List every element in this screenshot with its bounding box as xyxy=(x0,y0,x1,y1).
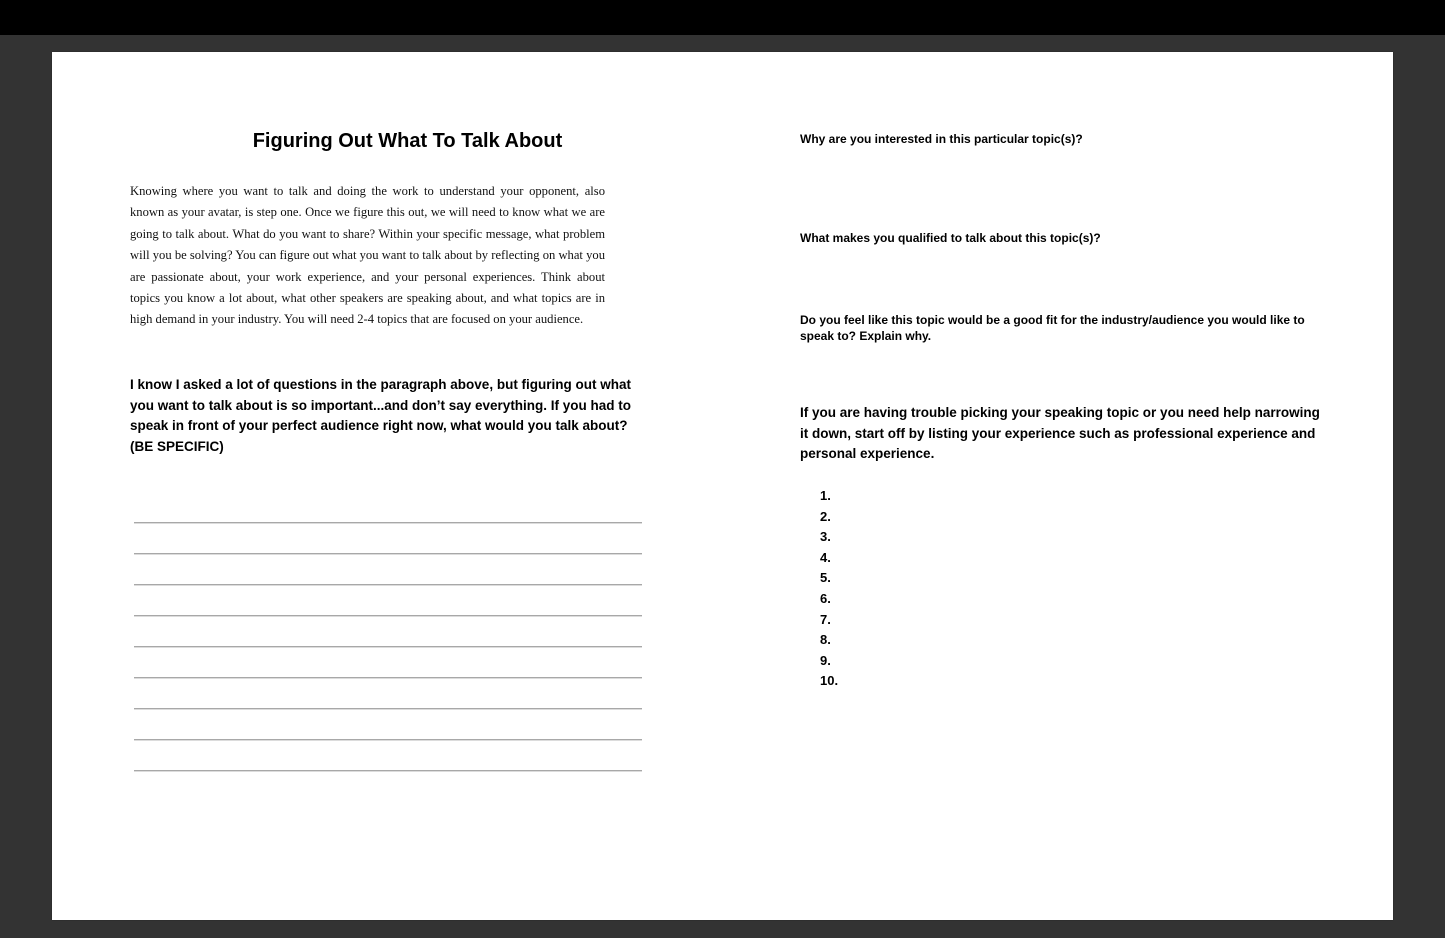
answer-line[interactable] xyxy=(134,492,642,523)
answer-line[interactable] xyxy=(134,709,642,740)
answer-line[interactable] xyxy=(134,616,642,647)
page-title: Figuring Out What To Talk About xyxy=(252,130,563,152)
answer-line[interactable] xyxy=(134,554,642,585)
viewer-top-bar xyxy=(0,0,1445,35)
list-item: 8. xyxy=(820,632,831,648)
list-item: 6. xyxy=(820,590,831,606)
answer-line[interactable] xyxy=(134,585,642,616)
answer-lines xyxy=(134,492,642,771)
document-page xyxy=(52,52,1393,920)
list-item: 10. xyxy=(820,673,839,689)
list-item: 9. xyxy=(820,652,831,668)
answer-line[interactable] xyxy=(134,678,642,709)
list-item: 4. xyxy=(820,549,831,565)
intro-paragraph: Knowing where you want to talk and doing the work to understand your opponent, also known as your avatar, is step one. Once we figure this out, we will need to know what we are going to talk about. What do you want to share? Within your specific message, what problem will you be solving? You can figure out what you want to talk about by reflecting on what you are passionate about, your work experience, and your personal experiences. Think about topics you know a lot about, what other speakers are speaking about, and what topics are in high demand in your industry. You will need 2-4 topics that are focused on your audience. xyxy=(130,184,605,327)
question-qualified: What makes you qualified to talk about this topic(s)? xyxy=(800,231,1101,245)
answer-line[interactable] xyxy=(134,647,642,678)
list-item: 1. xyxy=(820,488,831,503)
specific-topic-prompt: I know I asked a lot of questions in the paragraph above, but figuring out what you want to talk about is so important...and don’t say everything. If you had to speak in front of your perfect audience right now, what would you talk about? (BE SPECIFIC) xyxy=(130,377,632,454)
question-audience-fit: Do you feel like this topic would be a good fit for the industry/audience you would like to speak to? Explain why. xyxy=(800,313,1305,343)
list-item: 2. xyxy=(820,508,831,524)
question-interest: Why are you interested in this particular topic(s)? xyxy=(800,132,1083,146)
answer-line[interactable] xyxy=(134,740,642,771)
question-list-experience: If you are having trouble picking your speaking topic or you need help narrowing it down, start off by listing your experience such as professional experience and personal experience. xyxy=(800,405,1320,462)
list-item: 5. xyxy=(820,570,831,586)
experience-numbered-list xyxy=(820,486,838,692)
answer-line[interactable] xyxy=(134,523,642,554)
list-item: 3. xyxy=(820,529,831,545)
list-item: 7. xyxy=(820,611,831,627)
